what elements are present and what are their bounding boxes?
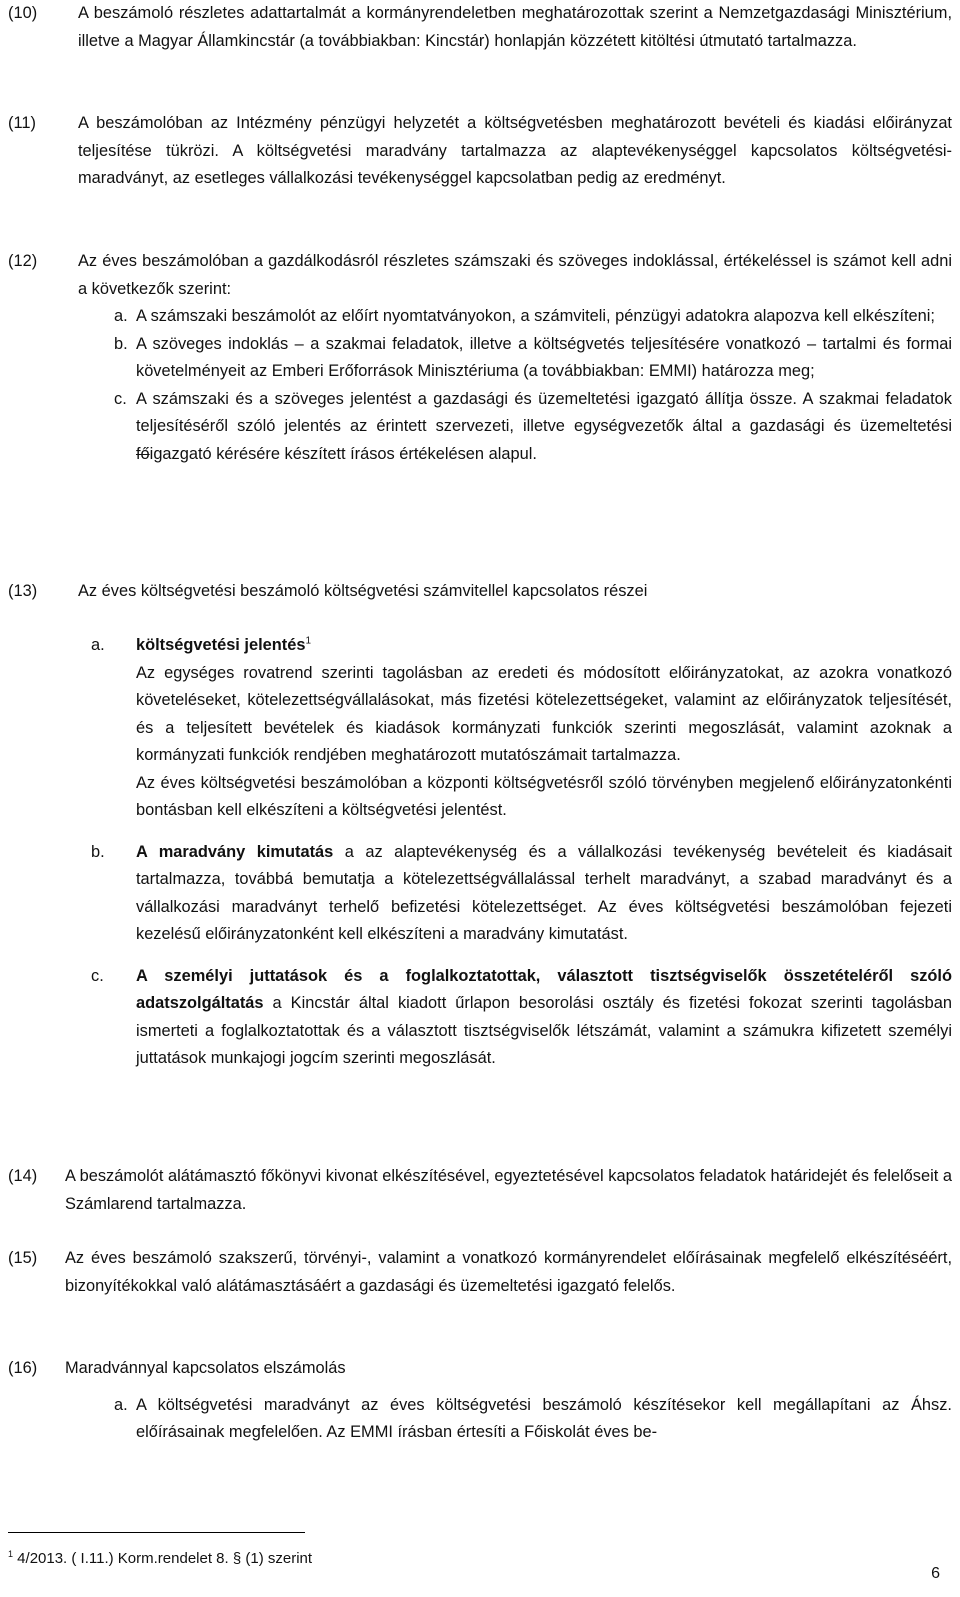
paragraph-12-list — [114, 303, 952, 468]
item-title: költségvetési jelentés — [136, 636, 306, 654]
paragraph-text: Az éves beszámoló szakszerű, törvényi-, valamint a vonatkozó kormányrendelet előírásainak megfelelő elkészítéséért, bizonyítékokkal való alátámasztásáért a gazdasági és üzemeltetési igazgató felelős. — [65, 1249, 952, 1295]
paragraph-14 — [8, 1163, 952, 1218]
item-text-2: Az éves költségvetési beszámolóban a központi költségvetésről szóló törvényben megjelenő előirányzatonkénti bontásban kell elkészíteni a költségvetési jelentést. — [136, 773, 952, 819]
paragraph-15 — [8, 1245, 952, 1300]
paragraph-13 — [8, 578, 952, 606]
list-item — [114, 331, 952, 386]
paragraph-16-list — [114, 1392, 952, 1447]
list-item-label: a. — [91, 636, 105, 654]
item-text: a az alaptevékenység és a vállalkozási tevékenység bevételeit és kiadásait tartalmazza, továbbá bemutatja a kötelezettségvállalással terhelt maradványt, a szabad maradványt és a vállalkozási maradványt terhelő befizetési kötelezettséget. Az éves költségvetési beszámolóban fejezeti kezelésű előirányzatonként kell elkészíteni a maradvány kimutatást. — [136, 842, 952, 943]
list-item-b — [91, 839, 952, 949]
paragraph-number: (16) — [8, 1359, 38, 1377]
paragraph-text: Az éves költségvetési beszámoló költségvetési számvitellel kapcsolatos részei — [78, 582, 648, 600]
list-item-text-end: igazgató kérésére készített írásos értékelésen alapul. — [149, 444, 537, 463]
list-item-c — [91, 963, 952, 1073]
list-item-label: a. — [114, 307, 128, 325]
list-item — [114, 1392, 952, 1447]
paragraph-number: (11) — [8, 114, 36, 132]
page-number: 6 — [931, 1565, 940, 1582]
paragraph-text: A beszámoló részletes adattartalmát a kormányrendeletben meghatározottak szerint a Nemzetgazdasági Minisztérium, illetve a Magyar Államkincstár (a továbbiakban: Kincstár) honlapján közzétett kitöltési útmutató tartalmazza. — [78, 4, 952, 50]
paragraph-16 — [8, 1355, 952, 1447]
footnote-marker: 1 — [8, 1549, 14, 1559]
section-13-list — [8, 632, 952, 1073]
list-item-label: b. — [114, 334, 128, 353]
list-item-label: c. — [114, 389, 127, 408]
item-text: Az egységes rovatrend szerinti tagolásban az eredeti és módosított előirányzatokat, az azokra vonatkozó követeléseket, kötelezettségvállalásokat, más fizetési kötelezettségeket, valamint az előirányzatok teljesítését, és a teljesített bevételek és kiadások kormányzati funkciók szerinti megoszlását, valamint azoknak a kormányzati funkciók rendjében meghatározott mutatószámait tartalmazza. — [136, 663, 952, 764]
paragraph-text: Maradvánnyal kapcsolatos elszámolás — [65, 1359, 346, 1377]
list-item-label: b. — [91, 842, 105, 861]
footnote-text: 4/2013. ( I.11.) Korm.rendelet 8. § (1) szerint — [13, 1550, 313, 1567]
paragraph-number: (14) — [8, 1167, 38, 1185]
item-title: A személyi juttatások és a foglalkoztatottak, választott tisztségviselők összetételéről szóló adatszolgáltatás — [136, 966, 952, 1012]
paragraph-number: (15) — [8, 1249, 38, 1267]
paragraph-number: (13) — [8, 582, 38, 600]
paragraph-10 — [8, 0, 952, 55]
list-item-text: A számszaki beszámolót az előírt nyomtatványokon, a számviteli, pénzügyi adatokra alapozva kell elkészíteni; — [136, 307, 935, 325]
struck-text: fő — [136, 444, 150, 463]
paragraph-number: (10) — [8, 4, 38, 22]
list-item — [114, 303, 952, 331]
paragraph-text: A beszámolót alátámasztó főkönyvi kivonat elkészítésével, egyeztetésével kapcsolatos feladatok határidejét és felelőseit a Számlarend tartalmazza. — [65, 1167, 952, 1213]
list-item-text: A szöveges indoklás – a szakmai feladatok, illetve a költségvetés teljesítésére vonatkozó – tartalmi és formai követelményeit az Emberi Erőforrások Minisztériuma (a továbbiakban: EMMI) határozza meg; — [136, 334, 952, 380]
item-title: A maradvány kimutatás — [136, 842, 334, 861]
paragraph-text: A beszámolóban az Intézmény pénzügyi helyzetét a költségvetésben meghatározott bevételi és kiadási előirányzat teljesítése tükrözi. A költségvetési maradvány tartalmazza az alaptevékenységgel kapcsolatos költségvetési-maradványt, az esetleges vállalkozási tevékenységgel kapcsolatban pedig az eredményt. — [78, 114, 952, 187]
item-text: a Kincstár által kiadott űrlapon besorolási osztály és fizetési fokozat szerinti tagolásban ismerteti a foglalkoztatottak és a választott tisztségviselők létszámát, valamint a számukra kifizetett személyi juttatások munkajogi jogcím szerinti megoszlását. — [136, 994, 952, 1067]
list-item-a — [91, 632, 952, 825]
list-item-label: a. — [114, 1395, 128, 1414]
paragraph-number: (12) — [8, 252, 38, 270]
footnote-separator — [8, 1532, 305, 1533]
paragraph-text: Az éves beszámolóban a gazdálkodásról részletes számszaki és szöveges indoklással, értékeléssel is számot kell adni a következők szerint: — [78, 252, 952, 298]
paragraph-11 — [8, 110, 952, 193]
footnote-ref[interactable]: 1 — [305, 635, 312, 647]
paragraph-12 — [8, 248, 952, 468]
list-item — [114, 386, 952, 469]
list-item-label: c. — [91, 966, 104, 985]
list-item-text: A költségvetési maradványt az éves költségvetési beszámoló készítésekor kell megállapítani az Áhsz. előírásainak megfelelően. Az EMMI írásban értesíti a Főiskolát éves be- — [136, 1395, 952, 1441]
footnote — [8, 1545, 312, 1573]
list-item-text: A számszaki és a szöveges jelentést a gazdasági és üzemeltetési igazgató állítja össze. A szakmai feladatok teljesítéséről szóló jelentés az érintett szervezeti, illetve egységvezetők által a gazdasági és üzemeltetési — [136, 389, 952, 435]
